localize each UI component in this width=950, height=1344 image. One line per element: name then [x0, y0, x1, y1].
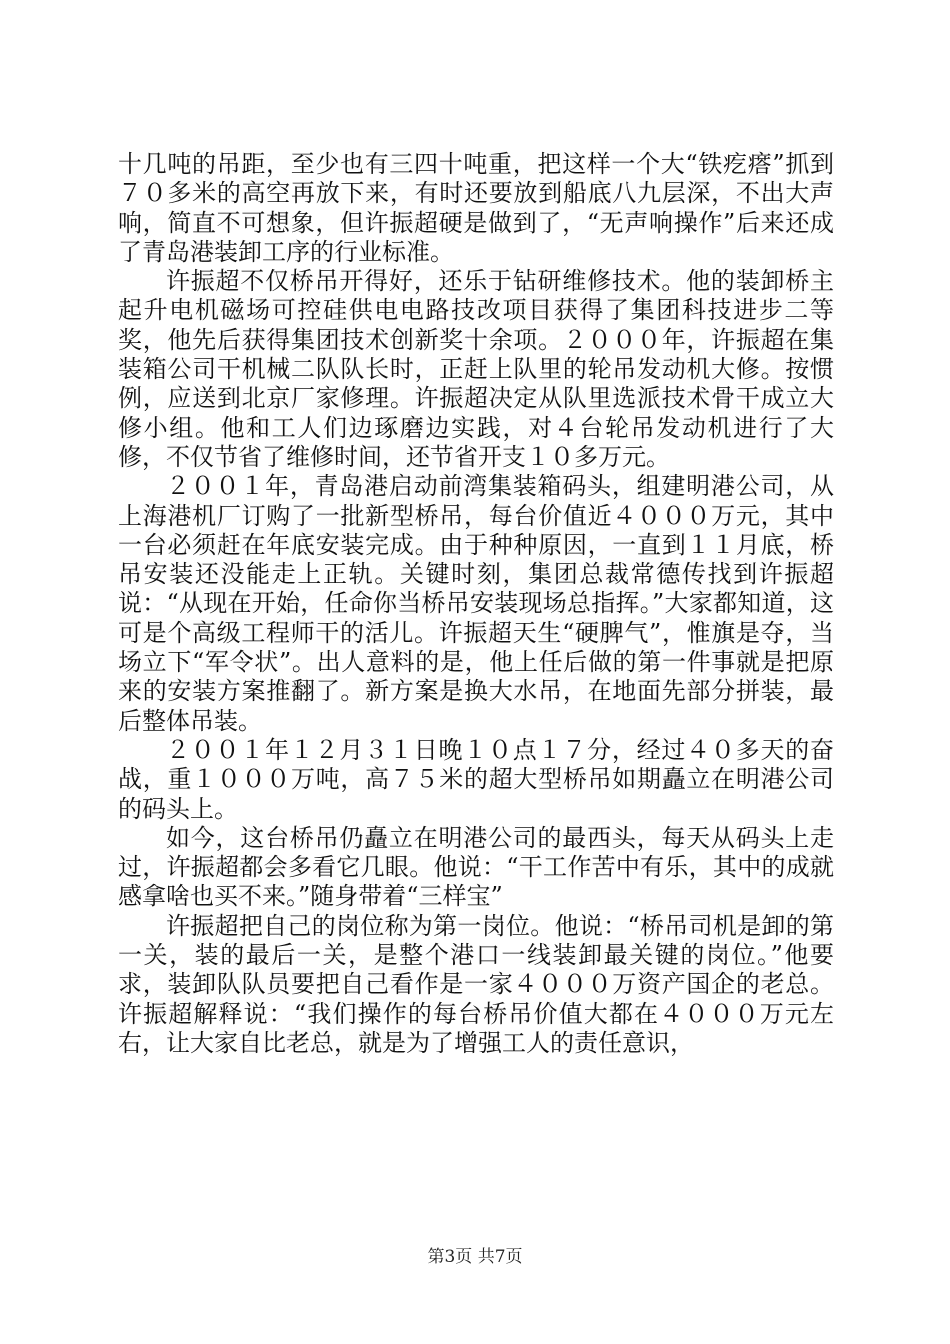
- paragraph-5: 如今，这台桥吊仍矗立在明港公司的最西头，每天从码头上走过，许振超都会多看它几眼。他说：“干工作苦中有乐，其中的成就感拿啥也买不来。”随身带着“三样宝”: [118, 823, 834, 911]
- paragraph-2: 许振超不仅桥吊开得好，还乐于钻研维修技术。他的装卸桥主起升电机磁场可控硅供电电路技改项目获得了集团科技进步二等奖，他先后获得集团技术创新奖十余项。２０００年，许振超在集装箱公司干机械二队队长时，正赶上队里的轮吊发动机大修。按惯例，应送到北京厂家修理。许振超决定从队里选派技术骨干成立大修小组。他和工人们边琢磨边实践，对４台轮吊发动机进行了大修，不仅节省了维修时间，还节省开支１０多万元。: [118, 267, 834, 471]
- paragraph-1: 十几吨的吊距，至少也有三四十吨重，把这样一个大“铁疙瘩”抓到７０多米的高空再放下来，有时还要放到船底八九层深，不出大声响，简直不可想象，但许振超硬是做到了，“无声响操作”后来还成了青岛港装卸工序的行业标准。: [118, 150, 834, 266]
- paragraph-3: ２００１年，青岛港启动前湾集装箱码头，组建明港公司，从上海港机厂订购了一批新型桥吊，每台价值近４０００万元，其中一台必须赶在年底安装完成。由于种种原因，一直到１１月底，桥吊安装还没能走上正轨。关键时刻，集团总裁常德传找到许振超说：“从现在开始，任命你当桥吊安装现场总指挥。”大家都知道，这可是个高级工程师干的活儿。许振超天生“硬脾气”，惟旗是夺，当场立下“军令状”。出人意料的是，他上任后做的第一件事就是把原来的安装方案推翻了。新方案是换大水吊，在地面先部分拼装，最后整体吊装。: [118, 472, 834, 735]
- paragraph-4: ２００１年１２月３１日晚１０点１７分，经过４０多天的奋战，重１０００万吨，高７５米的超大型桥吊如期矗立在明港公司的码头上。: [118, 735, 834, 823]
- document-body: [118, 150, 834, 1058]
- paragraph-6: 许振超把自己的岗位称为第一岗位。他说：“桥吊司机是卸的第一关，装的最后一关，是整个港口一线装卸最关键的岗位。”他要求，装卸队队员要把自己看作是一家４０００万资产国企的老总。许振超解释说：“我们操作的每台桥吊价值大都在４０００万元左右，让大家自比老总，就是为了增强工人的责任意识，: [118, 911, 834, 1057]
- page-number-footer: 第3页 共7页: [427, 1247, 523, 1267]
